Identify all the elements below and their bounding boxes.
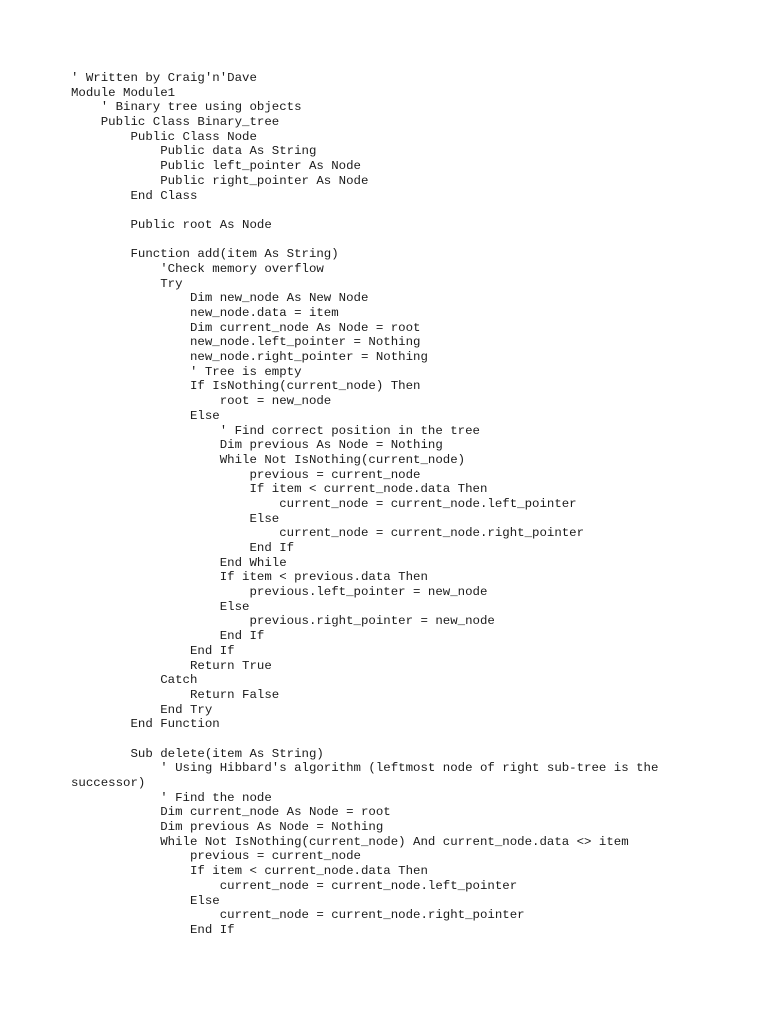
code-line xyxy=(71,233,711,248)
code-line: current_node = current_node.right_pointer xyxy=(71,526,585,541)
code-line: ' Find correct position in the tree xyxy=(71,423,480,438)
code-line: Module Module1 xyxy=(71,85,176,100)
code-line: previous = current_node xyxy=(71,467,421,482)
code-line: Catch xyxy=(71,673,198,688)
code-line: ' Tree is empty xyxy=(71,364,302,379)
code-line: previous = current_node xyxy=(71,849,361,864)
code-line: End Class xyxy=(71,188,198,203)
code-line: End If xyxy=(71,922,235,937)
code-line: Public Class Node xyxy=(71,129,257,144)
code-line: Dim current_node As Node = root xyxy=(71,805,391,820)
code-line: current_node = current_node.left_pointer xyxy=(71,496,577,511)
code-line: End Function xyxy=(71,717,220,732)
code-line: Try xyxy=(71,276,183,291)
code-line: While Not IsNothing(current_node) xyxy=(71,452,466,467)
code-line: Else xyxy=(71,893,220,908)
code-line: new_node.right_pointer = Nothing xyxy=(71,350,428,365)
code-line: Return False xyxy=(71,687,280,702)
code-line: Public right_pointer As Node xyxy=(71,173,369,188)
code-line: If item < current_node.data Then xyxy=(71,864,428,879)
code-line: Public data As String xyxy=(71,144,317,159)
code-line: End If xyxy=(71,629,265,644)
code-line: If IsNothing(current_node) Then xyxy=(71,379,421,394)
code-line: Function add(item As String) xyxy=(71,247,339,262)
code-line: Else xyxy=(71,511,280,526)
code-line: Dim previous As Node = Nothing xyxy=(71,820,384,835)
code-line: Public left_pointer As Node xyxy=(71,159,361,174)
code-line: new_node.data = item xyxy=(71,306,339,320)
code-line: Sub delete(item As String) xyxy=(71,746,324,761)
code-line: End Try xyxy=(71,702,213,717)
code-line: new_node.left_pointer = Nothing xyxy=(71,335,421,350)
code-line: While Not IsNothing(current_node) And current_node.data <> item xyxy=(71,834,629,849)
code-line: current_node = current_node.left_pointer xyxy=(71,878,518,893)
code-line: Dim current_node As Node = root xyxy=(71,320,421,335)
code-line: previous.left_pointer = new_node xyxy=(71,585,488,600)
code-line: Else xyxy=(71,599,250,614)
code-line: End While xyxy=(71,555,287,570)
code-listing xyxy=(71,71,711,938)
code-line: previous.right_pointer = new_node xyxy=(71,614,495,629)
code-line: If item < current_node.data Then xyxy=(71,482,488,497)
code-line: End If xyxy=(71,643,235,658)
code-line: Return True xyxy=(71,658,272,673)
code-line: 'Check memory overflow xyxy=(71,261,324,276)
code-line: Public root As Node xyxy=(71,217,272,232)
code-line: Dim previous As Node = Nothing xyxy=(71,438,443,453)
code-line: ' Find the node xyxy=(71,790,272,805)
code-line xyxy=(71,203,711,218)
code-line xyxy=(71,732,711,747)
code-line: ' Written by Craig'n'Dave xyxy=(71,71,257,85)
code-line: Public Class Binary_tree xyxy=(71,115,280,130)
code-line: Else xyxy=(71,408,220,423)
code-line: If item < previous.data Then xyxy=(71,570,428,585)
code-line: current_node = current_node.right_pointer xyxy=(71,908,525,923)
code-line: End If xyxy=(71,541,295,555)
code-line: root = new_node xyxy=(71,394,332,409)
code-line: successor) xyxy=(71,776,146,790)
code-line: ' Binary tree using objects xyxy=(71,100,302,115)
code-line: ' Using Hibbard's algorithm (leftmost node of right sub-tree is the xyxy=(71,761,659,776)
code-line: Dim new_node As New Node xyxy=(71,291,369,306)
